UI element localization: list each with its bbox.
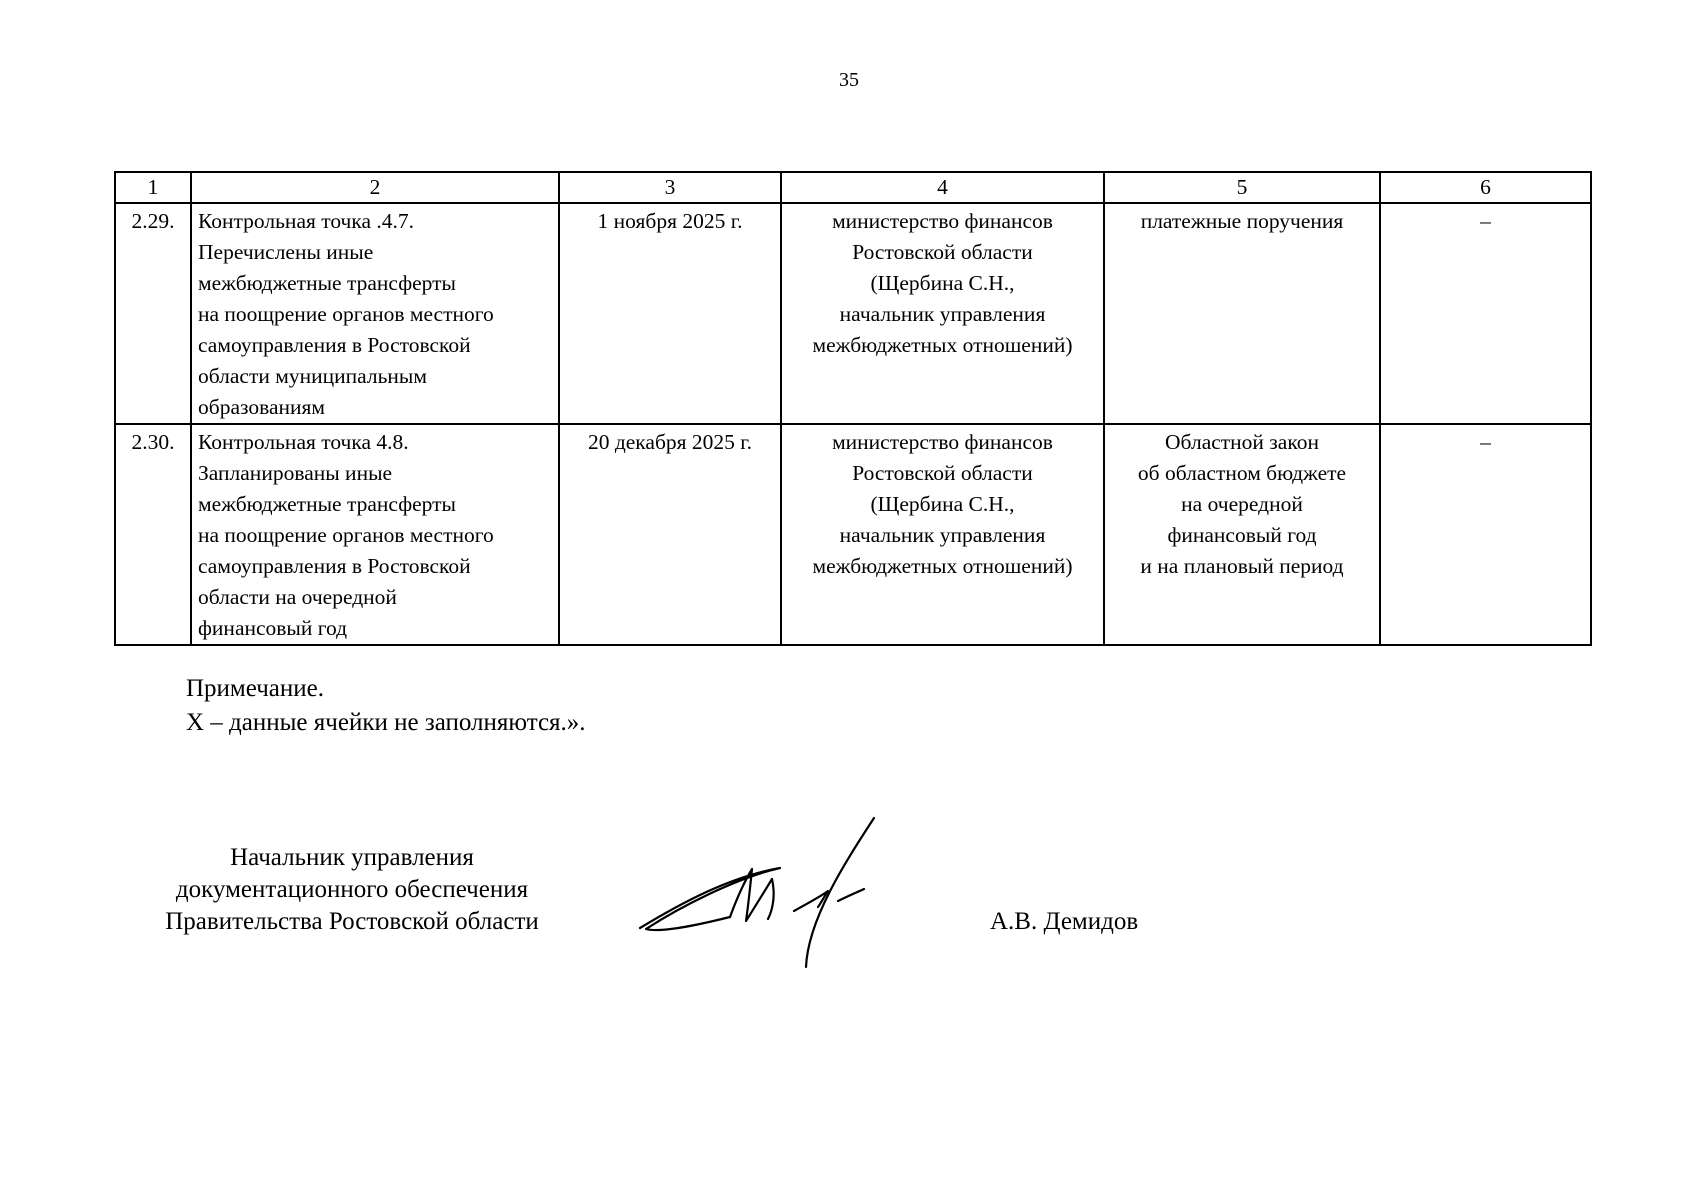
column-header-2: 2: [191, 172, 559, 203]
row-number: 2.29.: [115, 203, 191, 424]
text-line: финансовый год: [1167, 523, 1317, 547]
signature-stroke: [806, 818, 874, 967]
handwritten-signature: [638, 815, 888, 975]
text-line: Ростовской области: [852, 461, 1033, 485]
column-header-3: 3: [559, 172, 781, 203]
text-line: Перечислены иные: [198, 240, 374, 264]
control-point-name: [191, 203, 559, 424]
text-line: межбюджетных отношений): [812, 554, 1073, 578]
text-line: на поощрение органов местного: [198, 523, 494, 547]
text-line: самоуправления в Ростовской: [198, 554, 471, 578]
position-line: Начальник управления: [230, 844, 474, 871]
confirming-document: [1104, 424, 1380, 645]
signatory-name: А.В. Демидов: [990, 908, 1139, 935]
text-line: области на очередной: [198, 585, 397, 609]
position-line: документационного обеспечения: [175, 876, 529, 903]
responsible-executor: [781, 203, 1104, 424]
column-header-4: 4: [781, 172, 1104, 203]
deadline-date: 20 декабря 2025 г.: [559, 424, 781, 645]
text-line: платежные поручения: [1140, 209, 1344, 233]
table-row: [115, 203, 1591, 424]
text-line: (Щербина С.Н.,: [870, 271, 1015, 295]
text-line: начальник управления: [839, 302, 1046, 326]
row-number: 2.30.: [115, 424, 191, 645]
text-line: Ростовской области: [852, 240, 1033, 264]
signatory-position: [120, 842, 584, 938]
text-line: министерство финансов: [832, 430, 1053, 454]
signature-stroke: [838, 889, 864, 901]
table-row: [115, 424, 1591, 645]
text-line: и на плановый период: [1140, 554, 1344, 578]
control-point-name: [191, 424, 559, 645]
position-line: Правительства Ростовской области: [165, 908, 539, 935]
responsible-executor: [781, 424, 1104, 645]
text-line: Областной закон: [1165, 430, 1319, 454]
note-text: Х – данные ячейки не заполняются.».: [186, 709, 586, 736]
text-line: межбюджетные трансферты: [198, 492, 456, 516]
page-number: 35: [839, 69, 859, 91]
text-line: самоуправления в Ростовской: [198, 333, 471, 357]
table-header-row: [115, 172, 1591, 203]
text-line: финансовый год: [198, 616, 348, 640]
text-line: Контрольная точка .4.7.: [198, 209, 415, 233]
column-header-5: 5: [1104, 172, 1380, 203]
text-line: области муниципальным: [198, 364, 427, 388]
column-header-6: 6: [1380, 172, 1591, 203]
text-line: на очередной: [1181, 492, 1303, 516]
text-line: на поощрение органов местного: [198, 302, 494, 326]
confirming-document: [1104, 203, 1380, 424]
text-line: министерство финансов: [832, 209, 1053, 233]
note-block: [186, 672, 586, 740]
text-line: межбюджетных отношений): [812, 333, 1073, 357]
text-line: Запланированы иные: [198, 461, 393, 485]
column-header-1: 1: [115, 172, 191, 203]
note-title: Примечание.: [186, 675, 325, 702]
column-6-value: –: [1380, 424, 1591, 645]
text-line: Контрольная точка 4.8.: [198, 430, 409, 454]
control-points-table: [114, 171, 1592, 646]
text-line: межбюджетные трансферты: [198, 271, 456, 295]
column-6-value: –: [1380, 203, 1591, 424]
signature-stroke: [730, 869, 774, 921]
text-line: образованиям: [198, 395, 326, 419]
text-line: начальник управления: [839, 523, 1046, 547]
text-line: об областном бюджете: [1137, 461, 1347, 485]
deadline-date: 1 ноября 2025 г.: [559, 203, 781, 424]
text-line: (Щербина С.Н.,: [870, 492, 1015, 516]
